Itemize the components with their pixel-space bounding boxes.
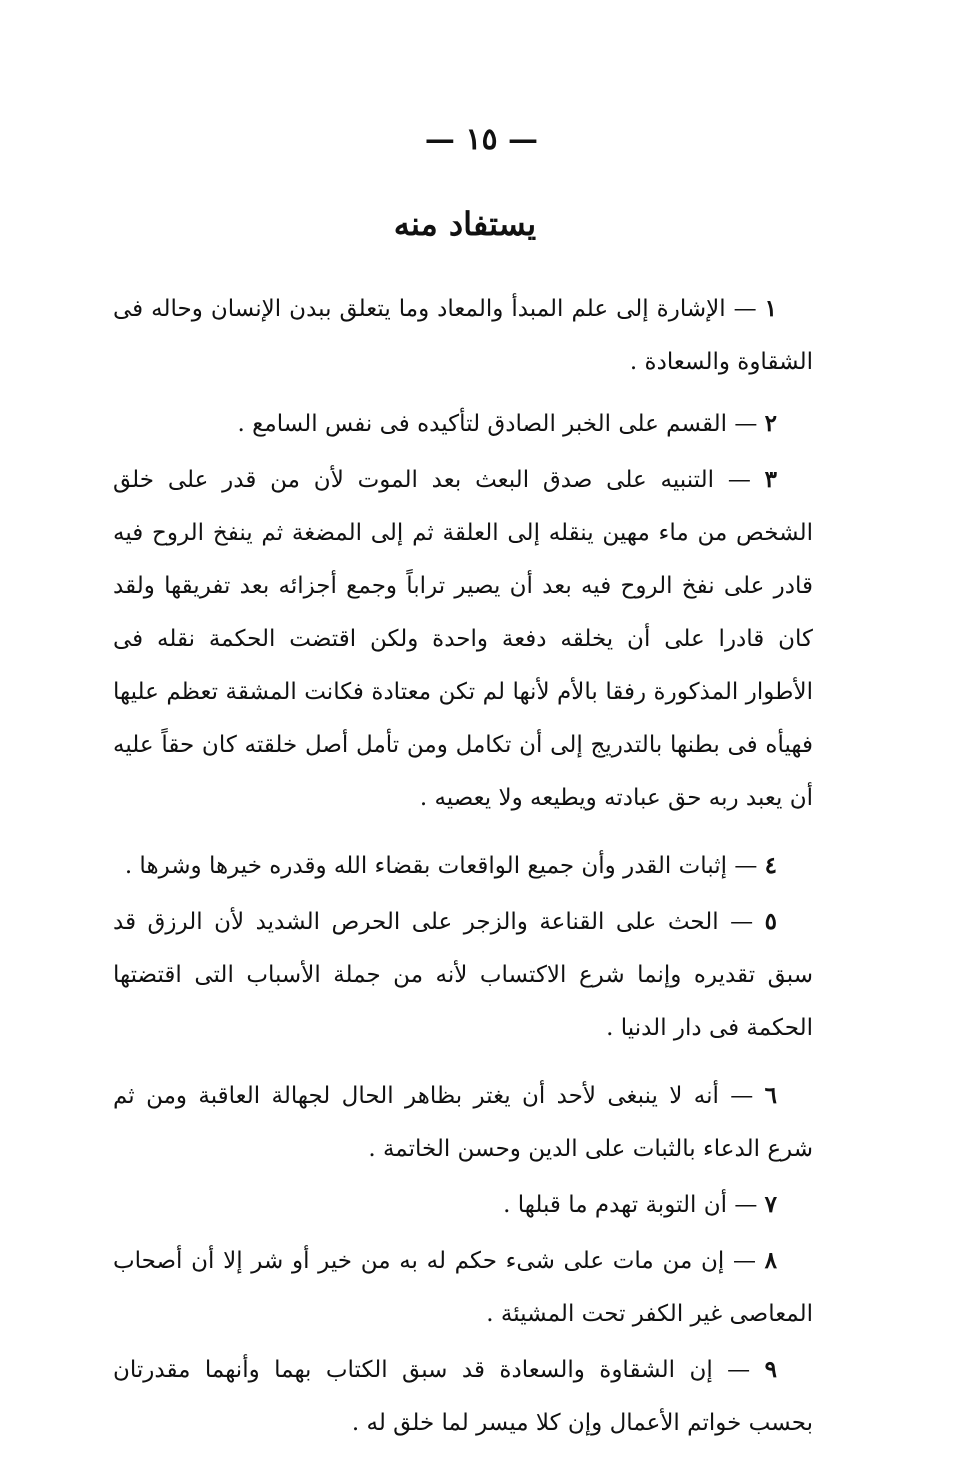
section-heading: يستفاد منه	[393, 205, 537, 243]
item-separator: —	[727, 411, 765, 437]
item-number: ٧	[764, 1191, 777, 1218]
item-separator: —	[727, 853, 765, 879]
list-item	[113, 397, 813, 451]
item-separator: —	[724, 1248, 765, 1274]
item-text: الإشارة إلى علم المبدأ والمعاد وما يتعلق ببدن الإنسان وحاله فى الشقاوة والسعادة .	[113, 296, 813, 375]
list-item	[113, 895, 813, 1055]
item-text: إن الشقاوة والسعادة قد سبق الكتاب بهما وأنهما مقدرتان بحسب خواتم الأعمال وإن كلا ميسر لما خلق له .	[113, 1357, 813, 1436]
item-separator: —	[725, 296, 765, 322]
item-number: ٤	[764, 852, 777, 879]
list-item	[113, 1343, 813, 1450]
list-item	[113, 1234, 813, 1341]
item-separator: —	[714, 467, 765, 493]
item-separator: —	[718, 909, 765, 935]
item-text: إن من مات على شىء حكم له به من خير أو شر إلا أن أصحاب المعاصى غير الكفر تحت المشيئة .	[113, 1248, 813, 1327]
item-text: الحث على القناعة والزجر على الحرص الشديد لأن الرزق قد سبق تقديره وإنما شرع الاكتساب لأنه من جملة الأسباب التى اقتضتها الحكمة فى دار الدنيا .	[113, 909, 813, 1041]
list-item	[113, 453, 813, 825]
page-number: — ١٥ —	[424, 122, 539, 157]
item-number: ٥	[764, 908, 777, 935]
item-text: أنه لا ينبغى لأحد أن يغتر بظاهر الحال لجهالة العاقبة ومن ثم شرع الدعاء بالثبات على الدين وحسن الخاتمة .	[113, 1083, 813, 1162]
item-number: ٣	[764, 466, 777, 493]
item-text: إثبات القدر وأن جميع الواقعات بقضاء الله وقدره خيرها وشرها .	[124, 853, 728, 879]
item-separator: —	[712, 1357, 765, 1383]
item-separator: —	[718, 1083, 765, 1109]
list-item	[113, 839, 813, 893]
item-text: القسم على الخبر الصادق لتأكيده فى نفس السامع .	[237, 411, 728, 437]
list-item	[113, 1178, 813, 1232]
item-list	[113, 282, 813, 1452]
list-item	[113, 1069, 813, 1176]
item-number: ٨	[764, 1247, 778, 1274]
item-number: ٢	[764, 410, 777, 437]
item-text: التنبيه على صدق البعث بعد الموت لأن من قدر على خلق الشخص من ماء مهين ينقله إلى العلقة ثم إلى المضغة ثم ينفخ الروح فيه قادر على نفخ الروح فيه بعد أن يصير تراباً وجمع أجزائه بعد تفريقها ولقد كان قادرا على أن يخلقه دفعة واحدة ولكن اقتضت الحكمة نقله فى الأطوار المذكورة رفقا بالأم لأنها لم تكن معتادة فكانت المشقة تعظم عليها فهيأه فى بطنها بالتدريج إلى أن تكامل ومن تأمل أصل خلقته كان حقاً عليه أن يعبد ربه حق عبادته ويطيعه ولا يعصيه .	[113, 467, 813, 811]
list-item	[113, 282, 813, 389]
item-number: ٦	[764, 1082, 777, 1109]
item-number: ١	[764, 295, 777, 322]
item-number: ٩	[764, 1356, 777, 1383]
item-text: أن التوبة تهدم ما قبلها .	[503, 1192, 728, 1218]
item-separator: —	[727, 1192, 765, 1218]
